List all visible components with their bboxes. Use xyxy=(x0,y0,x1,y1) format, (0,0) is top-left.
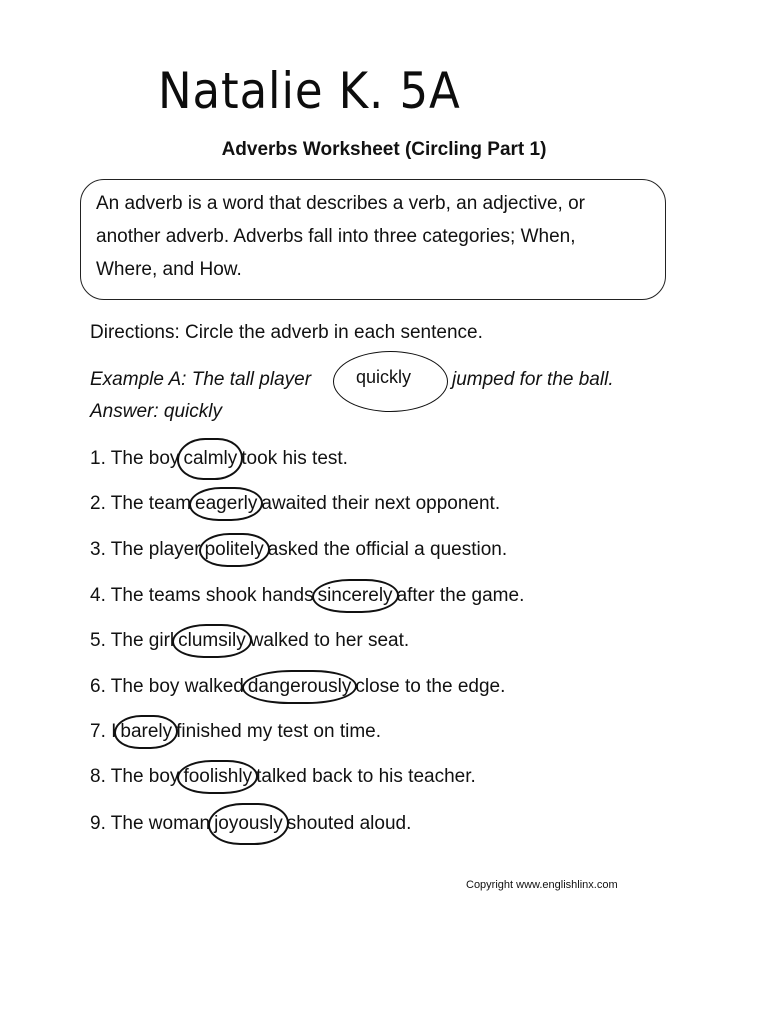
circled-adverb: barely xyxy=(117,721,175,743)
directions-text: Directions: Circle the adverb in each sentence. xyxy=(90,322,483,343)
circled-adverb: calmly xyxy=(180,448,240,470)
circled-adverb: foolishly xyxy=(180,766,255,788)
circled-adverb: joyously xyxy=(211,813,286,835)
definition-line: An adverb is a word that describes a verb, an adjective, or xyxy=(96,193,585,214)
sentence-item xyxy=(90,766,476,788)
sentence-item xyxy=(90,721,381,743)
sentence-before: 3. The player xyxy=(90,539,201,560)
sentence-after: talked back to his teacher. xyxy=(256,766,476,787)
sentence-before: 1. The boy xyxy=(90,448,180,469)
sentence-before: 8. The boy xyxy=(90,766,180,787)
copyright-text: Copyright www.englishlinx.com xyxy=(466,879,618,891)
sentence-after: shouted aloud. xyxy=(286,813,412,834)
sentence-before: 4. The teams shook hands xyxy=(90,585,314,606)
sentence-after: close to the edge. xyxy=(355,676,506,697)
definition-line: Where, and How. xyxy=(96,259,242,280)
sentence-before: 2. The team xyxy=(90,493,192,514)
sentence-after: asked the official a question. xyxy=(267,539,508,560)
circled-adverb: clumsily xyxy=(175,630,249,652)
sentence-item xyxy=(90,585,524,607)
handwritten-student-name: Natalie K. 5A xyxy=(158,62,461,120)
worksheet-title: Adverbs Worksheet (Circling Part 1) xyxy=(221,139,547,160)
sentence-after: finished my test on time. xyxy=(176,721,382,742)
example-text-after: jumped for the ball. xyxy=(452,369,614,390)
sentence-after: walked to her seat. xyxy=(249,630,410,651)
sentence-item xyxy=(90,676,505,698)
circled-adverb: sincerely xyxy=(315,585,396,607)
sentence-before: 7. I xyxy=(90,721,117,742)
sentence-after: took his test. xyxy=(241,448,348,469)
sentence-item xyxy=(90,493,500,515)
example-answer-line: Answer: quickly xyxy=(90,401,222,422)
sentence-item xyxy=(90,630,409,652)
sentence-item xyxy=(90,539,507,561)
sentence-before: 9. The woman xyxy=(90,813,211,834)
example-text-before: Example A: The tall player xyxy=(90,369,312,390)
example-answer-word: quickly xyxy=(356,367,412,387)
sentence-after: awaited their next opponent. xyxy=(261,493,501,514)
definition-line: another adverb. Adverbs fall into three categories; When, xyxy=(96,226,576,247)
sentence-before: 6. The boy walked xyxy=(90,676,244,697)
sentence-after: after the game. xyxy=(396,585,525,606)
circled-adverb: politely xyxy=(202,539,267,561)
sentence-before: 5. The girl xyxy=(90,630,175,651)
circled-adverb: dangerously xyxy=(245,676,355,698)
sentence-item xyxy=(90,448,348,470)
circled-adverb: eagerly xyxy=(192,493,260,515)
sentence-item xyxy=(90,813,411,835)
